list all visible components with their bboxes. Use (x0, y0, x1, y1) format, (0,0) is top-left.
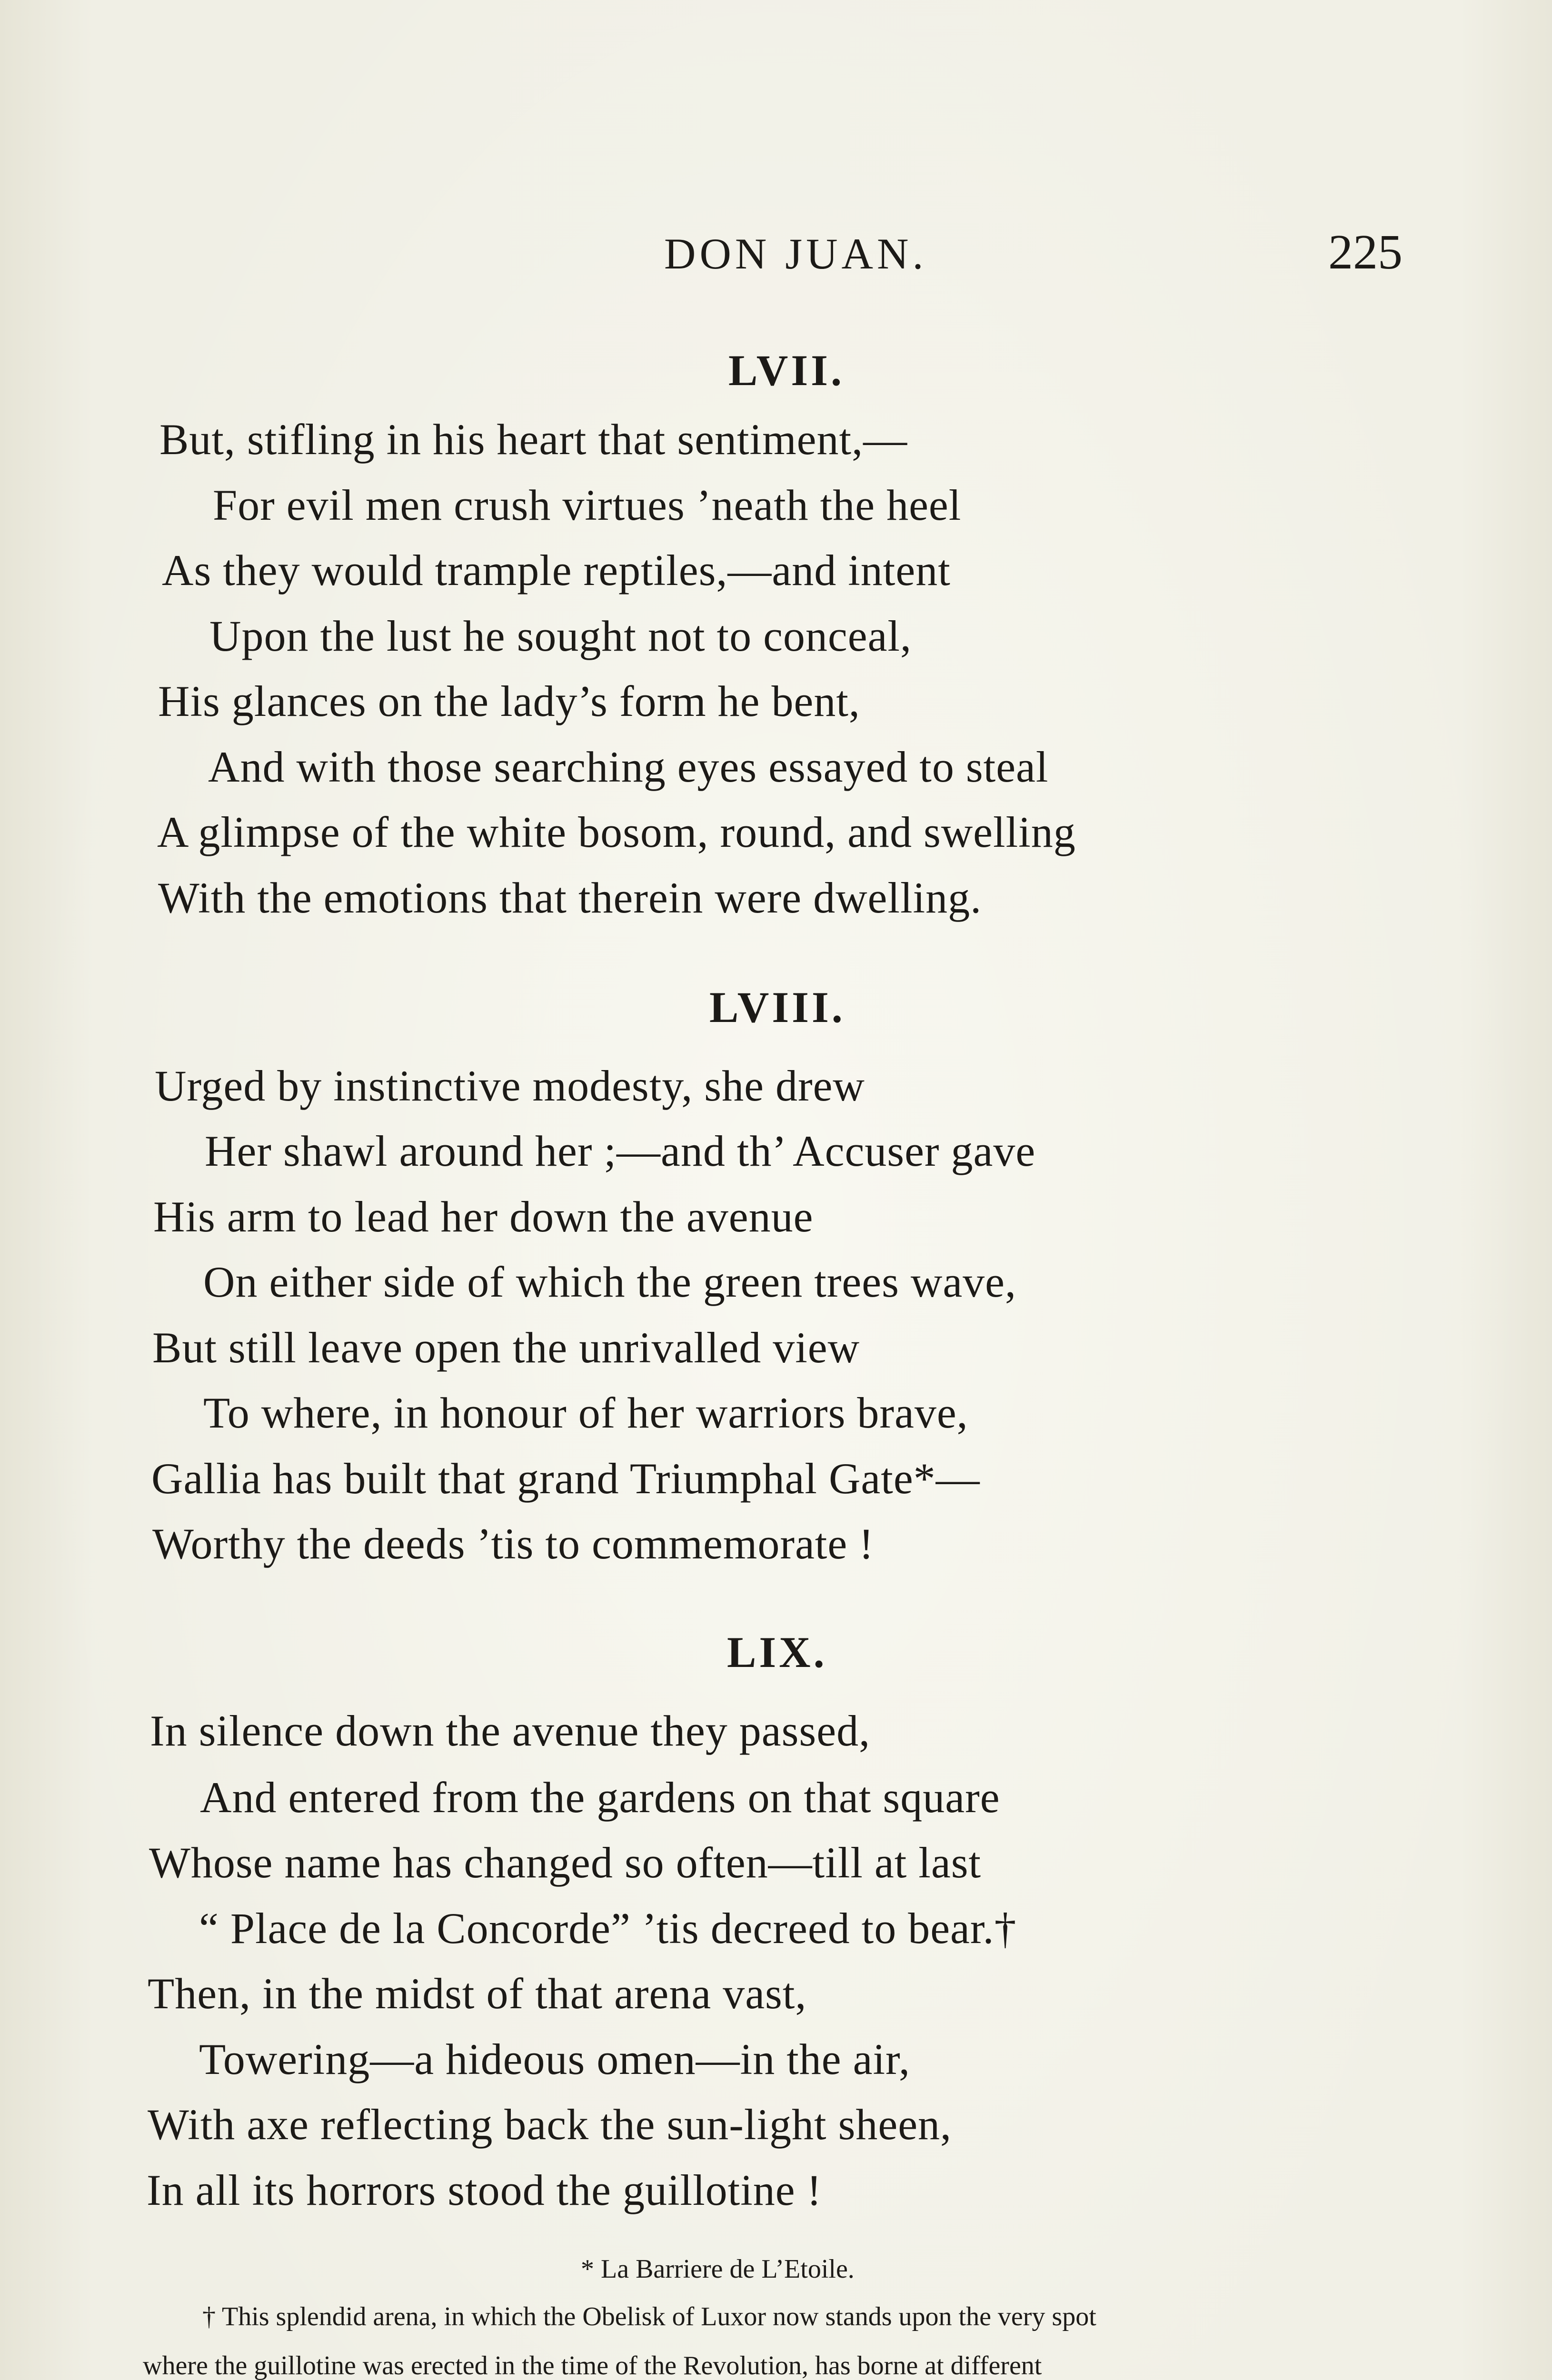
verse-line: A glimpse of the white bosom, round, and swelling (157, 808, 1076, 856)
verse-line: With the emotions that therein were dwelling. (158, 873, 982, 922)
verse-line: Worthy the deeds ’tis to commemorate ! (152, 1519, 874, 1568)
page-number: 225 (1328, 225, 1403, 279)
verse-line: Upon the lust he sought not to conceal, (209, 612, 912, 660)
verse-line: Towering—a hideous omen—in the air, (199, 2035, 910, 2083)
verse-line: And with those searching eyes essayed to steal (208, 743, 1049, 791)
verse-line: In all its horrors stood the guillotine ! (147, 2166, 822, 2214)
verse-line: Then, in the midst of that arena vast, (148, 1969, 807, 2018)
footnote: † This splendid arena, in which the Obelisk of Luxor now stands upon the very spot (202, 2302, 1096, 2331)
verse-line: “ Place de la Concorde” ’tis decreed to bear.† (199, 1904, 1017, 1953)
verse-line: In silence down the avenue they passed, (150, 1706, 871, 1755)
footnote: * La Barriere de L’Etoile. (581, 2254, 855, 2284)
footnote: where the guillotine was erected in the time of the Revolution, has borne at different (143, 2351, 1042, 2380)
verse-line: On either side of which the green trees wave, (203, 1258, 1017, 1306)
verse-line: For evil men crush virtues ’neath the heel (213, 481, 962, 529)
verse-line: To where, in honour of her warriors brave, (203, 1388, 968, 1437)
verse-line: Whose name has changed so often—till at last (149, 1838, 982, 1887)
verse-line: Gallia has built that grand Triumphal Gate*— (151, 1454, 980, 1503)
verse-line: As they would trample reptiles,—and intent (162, 546, 951, 595)
stanza-numeral: LIX. (727, 1628, 827, 1676)
running-title: DON JUAN. (664, 229, 927, 278)
verse-line: But still leave open the unrivalled view (152, 1323, 860, 1372)
verse-line: His glances on the lady’s form he bent, (158, 677, 860, 725)
verse-line: And entered from the gardens on that square (200, 1773, 1000, 1822)
stanza-numeral: LVIII. (709, 983, 846, 1031)
stanza-numeral: LVII. (728, 346, 845, 395)
verse-line: But, stifling in his heart that sentiment,— (159, 415, 908, 464)
verse-line: Her shawl around her ;—and th’ Accuser gave (205, 1127, 1036, 1175)
verse-line: His arm to lead her down the avenue (153, 1192, 814, 1241)
verse-line: Urged by instinctive modesty, she drew (155, 1061, 865, 1110)
verse-line: With axe reflecting back the sun-light sheen, (148, 2100, 952, 2149)
